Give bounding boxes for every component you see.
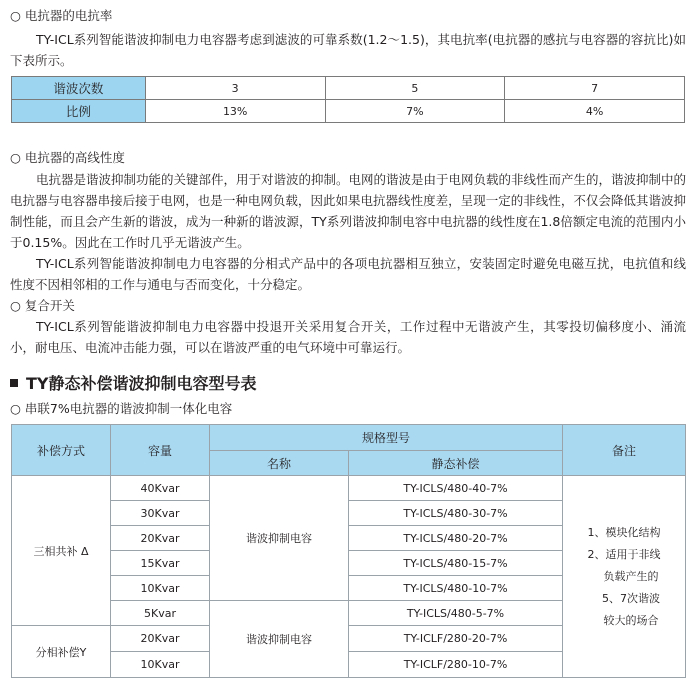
model-cell: TY-ICLS/480-40-7% (349, 476, 563, 501)
remark-line: 1、模块化结构 (587, 525, 661, 539)
linearity-paragraph-2: TY-ICL系列智能谐波抑制电力电容器的分相式产品中的各项电抗器相互独立，安装固定时避免电磁互扰，电抗值和线性度不因相邻相的工作与通电与否而变化，十分稳定。 (10, 256, 686, 292)
model-cell: TY-ICLS/480-5-7% (349, 601, 563, 626)
model-cell: TY-ICLS/480-30-7% (349, 501, 563, 526)
ratio-table-cell: 7% (325, 100, 505, 123)
mode-three-phase: 三相共补 Δ (12, 476, 111, 626)
model-cell: TY-ICLS/480-10-7% (349, 576, 563, 601)
ratio-table-cell: 5 (325, 77, 505, 100)
header-spec: 规格型号 (210, 425, 563, 451)
linearity-heading: ○ 电抗器的高线性度 (10, 150, 125, 165)
square-bullet-icon (10, 379, 18, 387)
mode-split-phase: 分相补偿Y (12, 626, 111, 678)
capacity-cell: 5Kvar (111, 601, 210, 626)
switch-heading: ○ 复合开关 (10, 298, 75, 313)
model-cell: TY-ICLS/480-15-7% (349, 551, 563, 576)
ratio-table-cell: 13% (145, 100, 325, 123)
ratio-table-cell: 4% (505, 100, 685, 123)
capacity-cell: 20Kvar (111, 526, 210, 551)
capacity-cell: 10Kvar (111, 652, 210, 678)
ratio-table (11, 76, 685, 123)
header-remarks: 备注 (563, 425, 686, 476)
remark-line: 5、7次谐波 (602, 591, 661, 605)
ratio-table-cell: 7 (505, 77, 685, 100)
switch-paragraph: TY-ICL系列智能谐波抑制电力电容器中投退开关采用复合开关，工作过程中无谐波产生，其零投切偏移度小、涌流小，耐电压、电流冲击能力强，可以在谐波严重的电气环境中可靠运行。 (10, 319, 686, 355)
capacity-cell: 40Kvar (111, 476, 210, 501)
header-name: 名称 (210, 451, 349, 476)
remarks-cell (563, 476, 686, 678)
linearity-paragraph-1: 电抗器是谐波抑制功能的关键部件，用于对谐波的抑制。电网的谐波是由于电网负载的非线性而产生的，谐波抑制中的电抗器与电容器串接后接于电网，也是一种电网负载，因此如果电抗器线性度差，呈现一定的非线性，不仅会降低其谐波抑制性能，而且会产生新的谐波，成为一种新的谐波源，TY系列谐波抑制电容中电抗器的线性度在1.8倍额定电流的范围内小于0.15%。因此在工作时几乎无谐波产生。 (10, 172, 687, 250)
remark-line: 负载产生的 (603, 569, 659, 583)
ratio-table-label-harmonic: 谐波次数 (12, 77, 146, 100)
reactance-heading: ○ 电抗器的电抗率 (10, 8, 113, 23)
model-table (11, 424, 686, 678)
capacity-cell: 30Kvar (111, 501, 210, 526)
reactance-paragraph: TY-ICL系列智能谐波抑制电力电容器考虑到滤波的可靠系数(1.2～1.5)，其电抗率(电抗器的感抗与电容器的容抗比)如下表所示。 (10, 32, 686, 68)
model-cell: TY-ICLF/280-10-7% (349, 652, 563, 678)
ratio-table-row-ratio (12, 100, 685, 123)
ratio-table-row-harmonic (12, 77, 685, 100)
table-row (12, 476, 686, 501)
header-capacity: 容量 (111, 425, 210, 476)
name-cell-group1: 谐波抑制电容 (210, 476, 349, 601)
capacity-cell: 15Kvar (111, 551, 210, 576)
model-section-subheading: ○ 串联7%电抗器的谐波抑制一体化电容 (10, 401, 233, 416)
model-section-title-text: TY静态补偿谐波抑制电容型号表 (26, 374, 257, 393)
remark-line: 2、适用于非线 (587, 547, 661, 561)
remark-line: 较大的场合 (603, 613, 659, 627)
ratio-table-cell: 3 (145, 77, 325, 100)
header-mode: 补偿方式 (12, 425, 111, 476)
header-static: 静态补偿 (349, 451, 563, 476)
name-cell-group2: 谐波抑制电容 (210, 601, 349, 678)
ratio-table-label-ratio: 比例 (12, 100, 146, 123)
model-cell: TY-ICLF/280-20-7% (349, 626, 563, 652)
model-section-title (10, 374, 257, 394)
model-cell: TY-ICLS/480-20-7% (349, 526, 563, 551)
capacity-cell: 20Kvar (111, 626, 210, 652)
model-table-header-row (12, 425, 686, 451)
capacity-cell: 10Kvar (111, 576, 210, 601)
